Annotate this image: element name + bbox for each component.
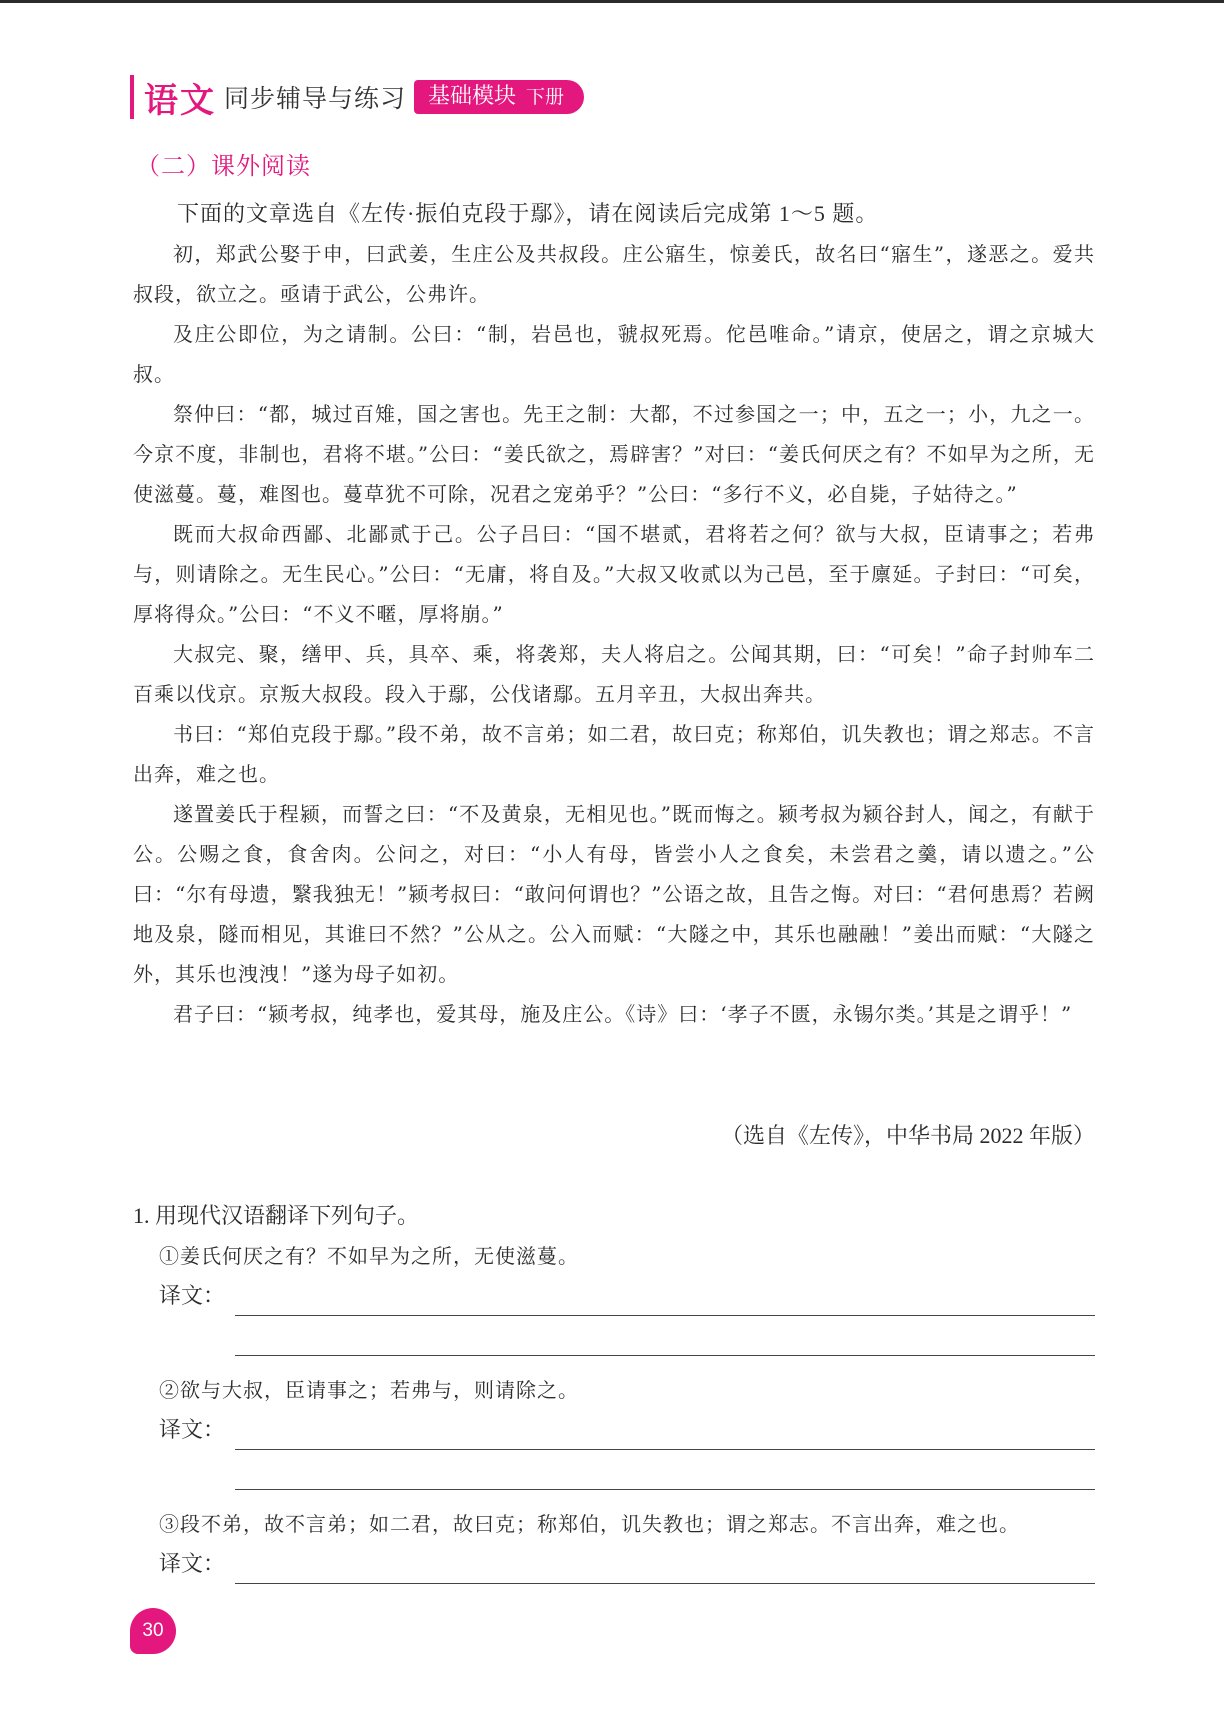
- volume-label: 下册: [526, 86, 565, 108]
- question-1-stem: 1. 用现代汉语翻译下列句子。: [133, 1203, 420, 1228]
- module-badge: [414, 80, 584, 114]
- passage-paragraph: 既而大叔命西鄙、北鄙贰于己。公子吕曰：“国不堪贰，君将若之何？欲与大叔，臣请事之；若弗与，则请除之。无生民心。”公曰：“无庸，将自及。”大叔又收贰以为己邑，至于廪延。子封曰：“可矣，厚将得众。”公曰：“不义不暱，厚将崩。”: [133, 522, 1095, 626]
- answer-row-2b: [133, 1450, 1095, 1490]
- answer-row-3: [133, 1544, 1095, 1584]
- passage-paragraph: 书曰：“郑伯克段于鄢。”段不弟，故不言弟；如二君，故曰克；称郑伯，讥失教也；谓之郑志。不言出奔，难之也。: [133, 722, 1095, 786]
- questions: [133, 1196, 1095, 1584]
- answer-line-1b[interactable]: [235, 1325, 1095, 1356]
- answer-row-1: [133, 1276, 1095, 1316]
- subject-title: 语文: [144, 80, 216, 121]
- answer-label: 译文：: [159, 1417, 226, 1442]
- passage-source: （选自《左传》，中华书局 2022 年版）: [720, 1123, 1095, 1148]
- answer-label: 译文：: [159, 1283, 226, 1308]
- passage-paragraph: 及庄公即位，为之请制。公曰：“制，岩邑也，虢叔死焉。佗邑唯命。”请京，使居之，谓之京城大叔。: [133, 322, 1095, 386]
- answer-label: 译文：: [159, 1551, 226, 1576]
- passage-paragraph: 遂置姜氏于程颍，而誓之曰：“不及黄泉，无相见也。”既而悔之。颍考叔为颍谷封人，闻之，有献于公。公赐之食，食舍肉。公问之，对曰：“小人有母，皆尝小人之食矣，未尝君之羹，请以遗之。”公曰：“尔有母遗，繄我独无！”颍考叔曰：“敢问何谓也？”公语之故，且告之悔。对曰：“君何患焉？若阙地及泉，隧而相见，其谁曰不然？”公从之。公入而赋：“大隧之中，其乐也融融！”姜出而赋：“大隧之外，其乐也洩洩！”遂为母子如初。: [133, 802, 1095, 986]
- answer-row-1b: [133, 1316, 1095, 1356]
- answer-line-2b[interactable]: [235, 1459, 1095, 1490]
- answer-row-2: [133, 1410, 1095, 1450]
- passage-paragraph: 祭仲曰：“都，城过百雉，国之害也。先王之制：大都，不过参国之一；中，五之一；小，九之一。今京不度，非制也，君将不堪。”公曰：“姜氏欲之，焉辟害？”对曰：“姜氏何厌之有？不如早为之所，无使滋蔓。蔓，难图也。蔓草犹不可除，况君之宠弟乎？”公曰：“多行不义，必自毙，子姑待之。”: [133, 402, 1095, 506]
- top-rule: [0, 0, 1224, 3]
- translation-item-3: ③段不弟，故不言弟；如二君，故曰克；称郑伯，讥失教也；谓之郑志。不言出奔，难之也。: [159, 1512, 1020, 1536]
- answer-line-2a[interactable]: [235, 1419, 1095, 1450]
- series-title: 同步辅导与练习: [224, 84, 407, 113]
- passage-paragraph: 君子曰：“颍考叔，纯孝也，爱其母，施及庄公。《诗》曰：‘孝子不匮，永锡尔类。’其是之谓乎！”: [173, 1002, 1073, 1026]
- reading-passage: [133, 194, 1095, 1034]
- passage-paragraph: 大叔完、聚，缮甲、兵，具卒、乘，将袭郑，夫人将启之。公闻其期，曰：“可矣！”命子封帅车二百乘以伐京。京叛大叔段。段入于鄢，公伐诸鄢。五月辛丑，大叔出奔共。: [133, 642, 1095, 706]
- passage-paragraph: 初，郑武公娶于申，曰武姜，生庄公及共叔段。庄公寤生，惊姜氏，故名曰“寤生”，遂恶之。爱共叔段，欲立之。亟请于武公，公弗许。: [133, 242, 1095, 306]
- translation-item-1: ①姜氏何厌之有？不如早为之所，无使滋蔓。: [159, 1244, 579, 1268]
- module-label: 基础模块: [428, 84, 517, 109]
- header-accent-bar: [130, 75, 134, 119]
- translation-item-2: ②欲与大叔，臣请事之；若弗与，则请除之。: [159, 1378, 579, 1402]
- section-title: （二）课外阅读: [136, 152, 311, 180]
- answer-line-1a[interactable]: [235, 1285, 1095, 1316]
- page-number: 30: [130, 1608, 176, 1654]
- passage-intro: 下面的文章选自《左传·振伯克段于鄢》，请在阅读后完成第 1～5 题。: [177, 201, 879, 226]
- page-header: [130, 74, 584, 120]
- answer-line-3a[interactable]: [235, 1553, 1095, 1584]
